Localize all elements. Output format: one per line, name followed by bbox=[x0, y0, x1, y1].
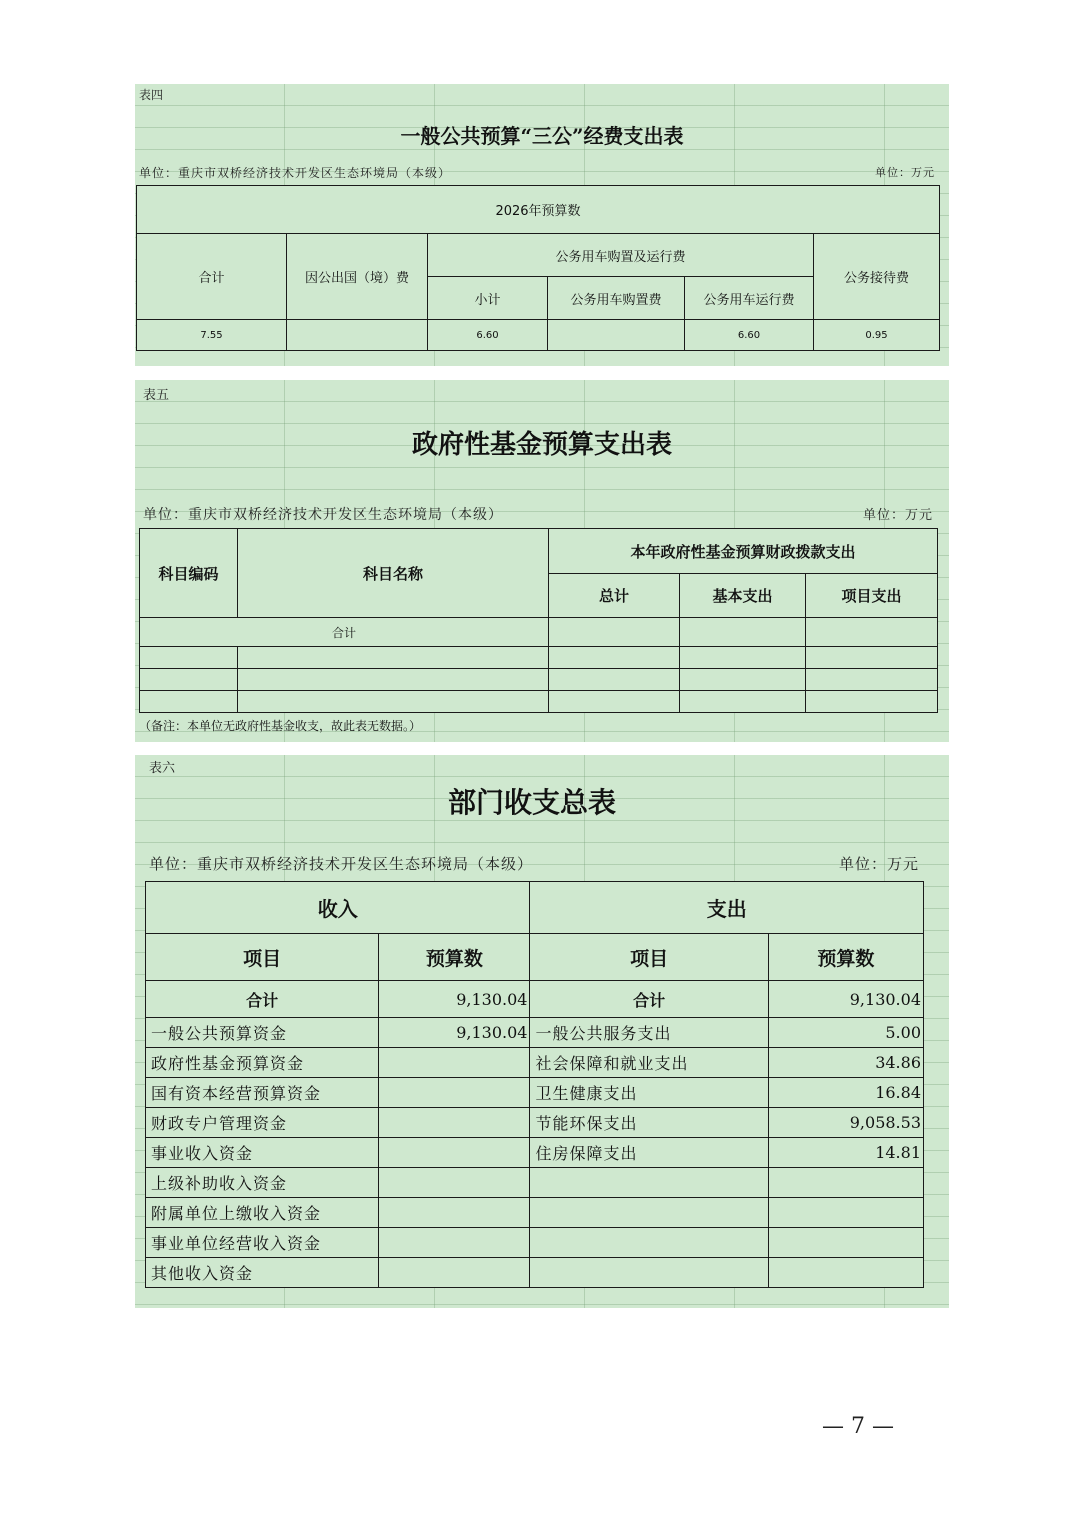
header-code: 科目编码 bbox=[140, 529, 238, 618]
header-project: 项目支出 bbox=[806, 574, 938, 618]
header-basic: 基本支出 bbox=[680, 574, 806, 618]
expense-value: 16.84 bbox=[768, 1078, 923, 1108]
table6-sheet bbox=[135, 755, 949, 1308]
income-item: 附属单位上缴收入资金 bbox=[146, 1198, 379, 1228]
expense-total-label: 合计 bbox=[530, 981, 768, 1018]
table-row bbox=[146, 1138, 924, 1168]
income-value bbox=[379, 1078, 530, 1108]
header-total: 总计 bbox=[549, 574, 680, 618]
table6-unit-right: 单位：万元 bbox=[838, 855, 919, 873]
header-subtotal: 小计 bbox=[428, 277, 548, 320]
income-total-label: 合计 bbox=[146, 981, 379, 1018]
income-value bbox=[379, 1138, 530, 1168]
table-row bbox=[146, 1078, 924, 1108]
income-value bbox=[379, 1258, 530, 1288]
income-value bbox=[379, 1168, 530, 1198]
table-cell bbox=[806, 618, 938, 647]
expense-item: 节能环保支出 bbox=[530, 1108, 768, 1138]
value-total: 7.55 bbox=[137, 320, 287, 351]
expense-value: 5.00 bbox=[768, 1018, 923, 1048]
header-operation: 公务用车运行费 bbox=[685, 277, 814, 320]
expense-item: 住房保障支出 bbox=[530, 1138, 768, 1168]
table-row bbox=[140, 691, 938, 713]
table-row bbox=[146, 1198, 924, 1228]
table6-title: 部门收支总表 bbox=[447, 786, 616, 819]
table4-sheet bbox=[135, 84, 949, 366]
table-row bbox=[146, 1108, 924, 1138]
expense-budget-header: 预算数 bbox=[768, 934, 923, 981]
income-item: 国有资本经营预算资金 bbox=[146, 1078, 379, 1108]
table5-grid bbox=[139, 528, 938, 713]
expense-value bbox=[768, 1168, 923, 1198]
table5-unit-left: 单位：重庆市双桥经济技术开发区生态环境局（本级） bbox=[143, 507, 503, 523]
header-reception: 公务接待费 bbox=[814, 234, 940, 320]
total-row-label: 合计 bbox=[140, 618, 549, 647]
table5-sheet bbox=[135, 380, 949, 742]
value-subtotal: 6.60 bbox=[428, 320, 548, 351]
income-item: 事业单位经营收入资金 bbox=[146, 1228, 379, 1258]
year-header: 2026年预算数 bbox=[137, 186, 940, 234]
income-value: 9,130.04 bbox=[379, 1018, 530, 1048]
value-purchase bbox=[548, 320, 685, 351]
table6-grid bbox=[145, 881, 924, 1288]
table5-note: （备注：本单位无政府性基金收支，故此表无数据。） bbox=[139, 719, 422, 733]
income-item-header: 项目 bbox=[146, 934, 379, 981]
expense-total-value: 9,130.04 bbox=[768, 981, 923, 1018]
income-value bbox=[379, 1048, 530, 1078]
income-item: 政府性基金预算资金 bbox=[146, 1048, 379, 1078]
table4-title: 一般公共预算“三公”经费支出表 bbox=[400, 124, 684, 148]
income-total-value: 9,130.04 bbox=[379, 981, 530, 1018]
income-budget-header: 预算数 bbox=[379, 934, 530, 981]
header-group: 本年政府性基金预算财政拨款支出 bbox=[549, 529, 938, 574]
table-row bbox=[140, 669, 938, 691]
table5-title: 政府性基金预算支出表 bbox=[411, 430, 672, 460]
value-reception: 0.95 bbox=[814, 320, 940, 351]
table-cell bbox=[549, 618, 680, 647]
value-operation: 6.60 bbox=[685, 320, 814, 351]
expense-item-header: 项目 bbox=[530, 934, 768, 981]
table4-grid bbox=[136, 185, 940, 351]
header-purchase: 公务用车购置费 bbox=[548, 277, 685, 320]
table4-unit-right: 单位：万元 bbox=[875, 166, 935, 179]
income-value bbox=[379, 1108, 530, 1138]
income-value bbox=[379, 1228, 530, 1258]
income-item: 其他收入资金 bbox=[146, 1258, 379, 1288]
table-row bbox=[146, 1168, 924, 1198]
expense-item: 一般公共服务支出 bbox=[530, 1018, 768, 1048]
expense-value bbox=[768, 1198, 923, 1228]
expense-item: 卫生健康支出 bbox=[530, 1078, 768, 1108]
table-cell bbox=[680, 618, 806, 647]
expense-value bbox=[768, 1228, 923, 1258]
table4-tag: 表四 bbox=[139, 88, 164, 102]
header-name: 科目名称 bbox=[238, 529, 549, 618]
table-row bbox=[146, 1048, 924, 1078]
table6-unit-left: 单位：重庆市双桥经济技术开发区生态环境局（本级） bbox=[149, 855, 534, 873]
expense-item bbox=[530, 1168, 768, 1198]
expense-item: 社会保障和就业支出 bbox=[530, 1048, 768, 1078]
table-row bbox=[140, 647, 938, 669]
income-item: 财政专户管理资金 bbox=[146, 1108, 379, 1138]
expense-value: 34.86 bbox=[768, 1048, 923, 1078]
table4-unit-left: 单位：重庆市双桥经济技术开发区生态环境局（本级） bbox=[139, 166, 452, 180]
table5-tag: 表五 bbox=[143, 388, 170, 403]
value-abroad bbox=[287, 320, 428, 351]
expense-item bbox=[530, 1258, 768, 1288]
header-vehicle-group: 公务用车购置及运行费 bbox=[428, 234, 814, 277]
expense-item bbox=[530, 1228, 768, 1258]
expense-header: 支出 bbox=[530, 882, 924, 934]
table-row bbox=[146, 1228, 924, 1258]
expense-value: 14.81 bbox=[768, 1138, 923, 1168]
expense-value bbox=[768, 1258, 923, 1288]
header-total: 合计 bbox=[137, 234, 287, 320]
income-value bbox=[379, 1198, 530, 1228]
table6-tag: 表六 bbox=[149, 761, 176, 776]
header-abroad: 因公出国（境）费 bbox=[287, 234, 428, 320]
expense-value: 9,058.53 bbox=[768, 1108, 923, 1138]
expense-item bbox=[530, 1198, 768, 1228]
income-item: 事业收入资金 bbox=[146, 1138, 379, 1168]
page-number: — 7 — bbox=[822, 1414, 894, 1439]
table-row bbox=[146, 1018, 924, 1048]
income-header: 收入 bbox=[146, 882, 530, 934]
income-item: 上级补助收入资金 bbox=[146, 1168, 379, 1198]
table-row bbox=[146, 1258, 924, 1288]
income-item: 一般公共预算资金 bbox=[146, 1018, 379, 1048]
table5-unit-right: 单位：万元 bbox=[862, 508, 933, 523]
